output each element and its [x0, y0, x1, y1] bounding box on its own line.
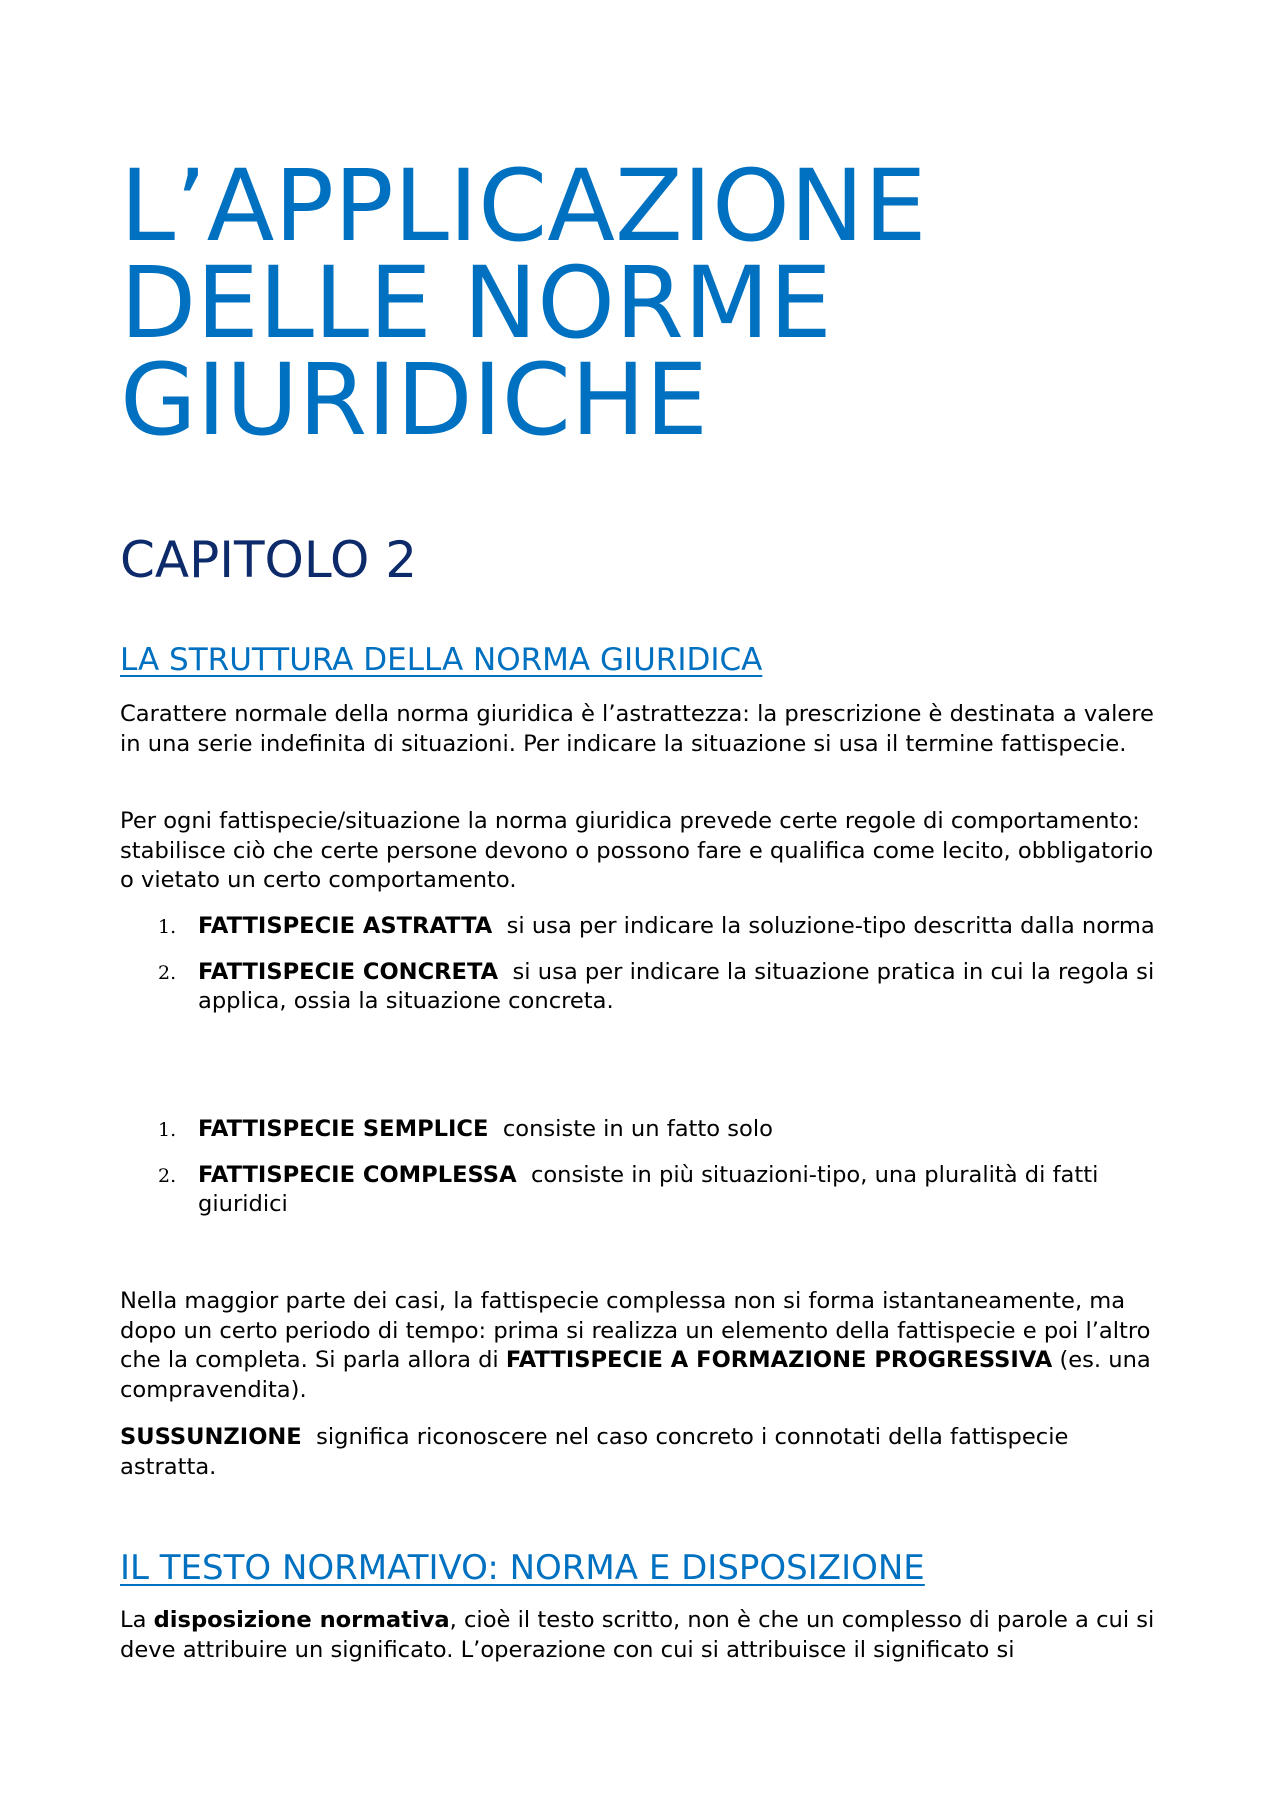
bold-term: SUSSUNZIONE [120, 1424, 302, 1450]
bold-term: FATTISPECIE A FORMAZIONE PROGRESSIVA [505, 1347, 1053, 1374]
list-term: FATTISPECIE COMPLESSA [198, 1161, 517, 1188]
list-number: 2. [158, 961, 177, 984]
list-term: FATTISPECIE CONCRETA [198, 958, 499, 985]
list-text: si usa per indicare la soluzione-tipo descritta dalla norma [506, 913, 1155, 939]
paragraph-text: Nella maggior parte dei casi, la fattispecie complessa non si forma istantaneamente, ma dopo un certo periodo di tempo: prima si realizza un elemento della fattispecie e poi l’altro che la completa. Si parla allora di [120, 1288, 1151, 1374]
list-item [120, 912, 1160, 942]
chapter-heading: CAPITOLO 2 [120, 531, 418, 589]
section-heading-structure: LA STRUTTURA DELLA NORMA GIURIDICA [120, 642, 763, 678]
section-heading-testo-normativo: IL TESTO NORMATIVO: NORMA E DISPOSIZIONE [120, 1548, 925, 1588]
paragraph-text: significa riconoscere nel caso concreto i connotati della fattispecie astratta. [120, 1424, 1069, 1480]
title-line-2: DELLE NORME [120, 246, 832, 361]
paragraph-text: , cioè il testo scritto, non è che un complesso di parole a cui si deve attribuire un significato. L’operazione con cui si attribuisce il significato si [120, 1607, 1155, 1663]
fattispecie-list-2 [120, 1115, 1160, 1236]
title-line-1: L’APPLICAZIONE [120, 149, 927, 264]
list-item [120, 1115, 1160, 1145]
paragraph-regole: Per ogni fattispecie/situazione la norma giuridica prevede certe regole di comportamento: stabilisce ciò che certe persone devono o possono fare e qualifica come lecito, obbligatorio o vietato un certo comportamento. [120, 808, 1154, 894]
list-text: si usa per indicare la situazione pratica in cui la regola si applica, ossia la situazione concreta. [198, 958, 1155, 1015]
list-number: 2. [158, 1164, 177, 1187]
document-title [120, 149, 1160, 458]
list-text: consiste in più situazioni-tipo, una pluralità di fatti giuridici [198, 1161, 1099, 1218]
paragraph-astrattezza: Carattere normale della norma giuridica è l’astrattezza: la prescrizione è destinata a valere in una serie indefinita di situazioni. Per indicare la situazione si usa il termine fattispecie. [120, 701, 1154, 757]
list-text: consiste in un fatto solo [502, 1116, 773, 1142]
list-term: FATTISPECIE SEMPLICE [198, 1116, 489, 1142]
paragraph-sussunzione [120, 1423, 1160, 1482]
title-line-3: GIURIDICHE [120, 343, 708, 458]
paragraph-formazione-progressiva [120, 1287, 1160, 1405]
paragraph-disposizione [120, 1606, 1160, 1665]
paragraph-text: (es. una compravendita). [120, 1347, 1151, 1403]
fattispecie-list-1 [120, 912, 1160, 1033]
list-number: 1. [158, 916, 177, 938]
paragraph-text: La [120, 1607, 154, 1633]
list-item [120, 1161, 1160, 1220]
list-number: 1. [158, 1119, 177, 1141]
list-term: FATTISPECIE ASTRATTA [198, 913, 493, 939]
list-item [120, 958, 1160, 1017]
bold-term: disposizione normativa [153, 1607, 450, 1633]
